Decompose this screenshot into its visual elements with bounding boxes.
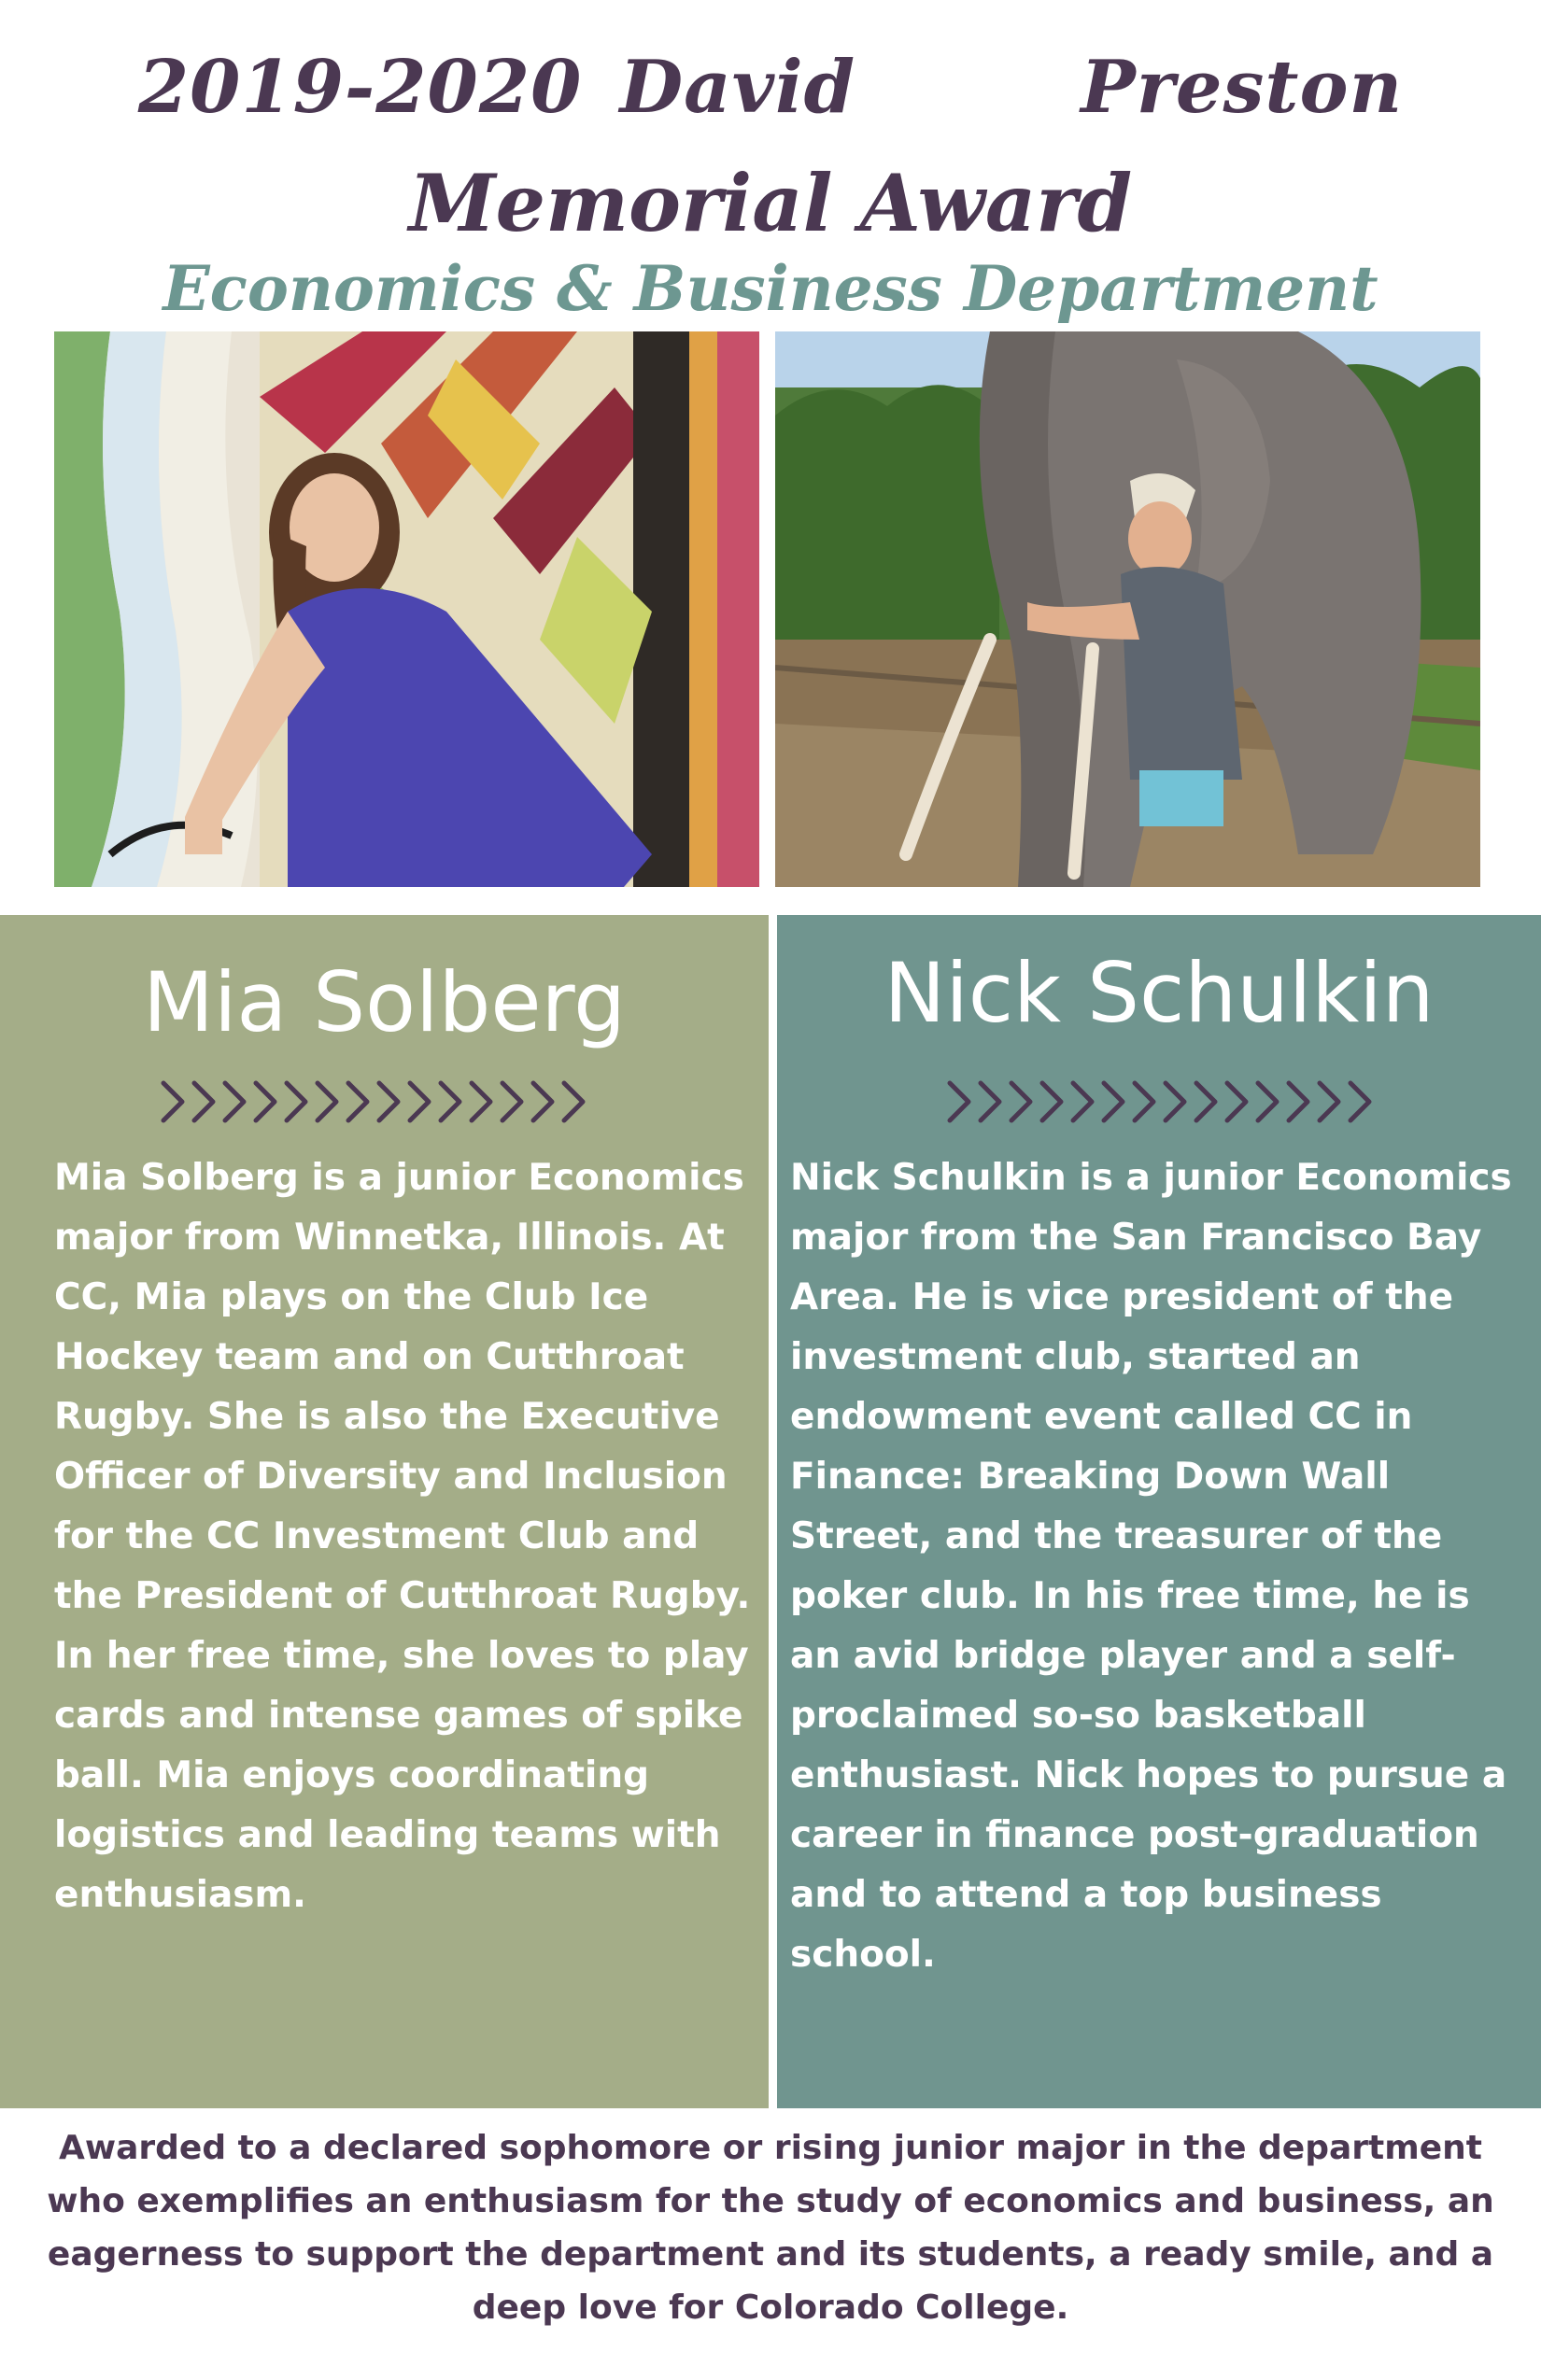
nick-schulkin-photo	[775, 331, 1480, 887]
recipient-bio: Mia Solberg is a junior Economics major from Winnetka, Illinois. At CC, Mia plays on the Club Ice Hockey team and on Cutthroat Rugby. She is also the Executive Officer of Diversity and Inclusion for the CC Investment Club and the President of Cutthroat Rugby. In her free time, she loves to play cards and intense games of spike ball. Mia enjoys coordinating logistics and leading teams with enthusiasm.	[54, 1157, 751, 1916]
award-title-line-1: 2019-2020 David Preston	[137, 45, 1404, 130]
chevron-divider	[945, 1074, 1384, 1130]
chevron-divider-icon	[159, 1074, 598, 1130]
mia-solberg-panel	[0, 915, 769, 2108]
chevron-divider-icon	[945, 1074, 1384, 1130]
nick-schulkin-panel	[777, 915, 1541, 2108]
portrait-photo-icon	[775, 331, 1480, 887]
chevron-divider	[159, 1074, 598, 1130]
recipient-bio: Nick Schulkin is a junior Economics major from the San Francisco Bay Area. He is vice president of the investment club, started an endowment event called CC in Finance: Breaking Down Wall Street, and the treasurer of the poker club. In his free time, he is an avid bridge player and a self-proclaimed so-so basketball enthusiast. Nick hopes to pursue a career in finance post-graduation and to attend a top business school.	[790, 1157, 1512, 1976]
portrait-photo-icon	[54, 331, 759, 887]
recipient-name: Mia Solberg	[143, 954, 626, 1050]
department-subtitle: Economics & Business Department	[163, 252, 1378, 325]
recipient-name: Nick Schulkin	[884, 945, 1435, 1041]
award-title-line-2: Memorial Award	[408, 157, 1133, 249]
award-description: Awarded to a declared sophomore or rising junior major in the department who exemplifies an enthusiasm for the study of economics and business, an eagerness to support the department and its students, a ready smile, and a deep love for Colorado College.	[47, 2129, 1494, 2327]
mia-solberg-photo	[54, 331, 759, 887]
